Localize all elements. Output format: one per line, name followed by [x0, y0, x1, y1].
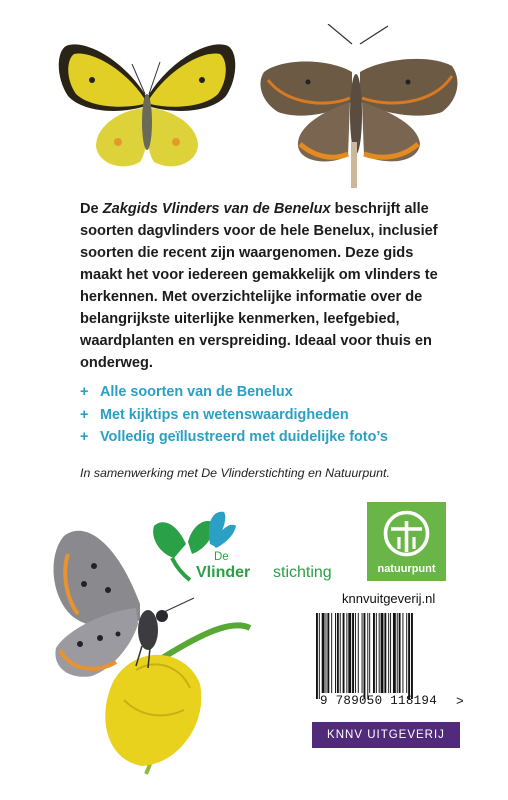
barcode-bar	[402, 613, 403, 693]
feature-text: Volledig geïllustreerd met duidelijke foto’s	[100, 429, 388, 445]
description	[80, 198, 440, 374]
barcode-bar	[340, 613, 341, 693]
publisher-url: knnvuitgeverij.nl	[342, 591, 436, 606]
barcode-bar	[369, 613, 370, 693]
barcode-bar	[319, 613, 320, 699]
barcode-bar	[327, 613, 329, 693]
description-text: beschrijft alle soorten dagvlinders voor de hele Benelux, inclusief soorten die recent zijn waargenomen. Deze gids maakt het voor iedereen gemakkelijk om vlinders te herkennen. Met overzichtelijke informatie over de belangrijkste uiterlijke kenmerken, leefgebied, waardplanten en verspreiding. Ideaal voor thuis en onderweg.	[80, 201, 438, 371]
feature-item	[80, 426, 460, 449]
isbn-number: 9 789050 118194	[320, 694, 438, 708]
barcode-bar	[355, 613, 356, 693]
feature-text: Met kijktips en wetenswaardigheden	[100, 406, 349, 423]
barcode-bar	[364, 613, 366, 699]
barcode-bar	[358, 613, 359, 693]
publisher-badge: KNNV UITGEVERIJ	[312, 722, 460, 748]
barcode-bar	[411, 613, 413, 699]
natuurpunt-icon	[382, 509, 431, 558]
barcode-bar	[384, 613, 386, 693]
feature-item	[80, 404, 460, 427]
barcode-bar	[322, 613, 325, 693]
brown-butterfly-image	[256, 24, 464, 190]
natuurpunt-text: natuurpunt	[377, 563, 436, 575]
barcode-bar	[326, 613, 327, 693]
feature-text: Alle soorten van de Benelux	[100, 384, 293, 400]
yellow-butterfly-image	[54, 38, 240, 178]
feature-item	[80, 381, 460, 404]
barcode-bar	[331, 613, 332, 693]
barcode-bar	[376, 613, 377, 693]
barcode-bar	[406, 613, 407, 693]
barcode-bar	[393, 613, 396, 693]
logo-de-text: De	[214, 551, 229, 563]
plus-icon: +	[80, 384, 89, 400]
barcode-bar	[367, 613, 368, 699]
plus-icon: +	[80, 406, 89, 423]
barcode-bar	[388, 613, 389, 693]
natuurpunt-logo	[367, 502, 446, 581]
feature-list	[80, 381, 460, 449]
barcode-bar	[337, 613, 339, 693]
vlinderstichting-logo	[152, 504, 356, 582]
description-prefix: De	[80, 201, 103, 217]
logo-stichting-text: stichting	[273, 564, 332, 581]
barcode-bar	[373, 613, 375, 693]
book-title: Zakgids Vlinders van de Benelux	[102, 201, 331, 217]
barcode-bar	[352, 613, 354, 693]
plus-icon: +	[80, 429, 89, 445]
barcode-bar	[381, 613, 384, 693]
barcode-bar	[399, 613, 401, 693]
barcode-bar	[362, 613, 363, 693]
barcode-bar	[346, 613, 347, 693]
barcode-bar	[343, 613, 345, 693]
barcode-bar	[335, 613, 336, 693]
barcode-bar	[390, 613, 391, 693]
collaboration-note: In samenwerking met De Vlinderstichting en Natuurpunt.	[80, 466, 390, 480]
logo-vlinder-text: Vlinder	[196, 564, 251, 581]
barcode-bar	[316, 613, 318, 699]
barcode-bar	[397, 613, 398, 693]
barcode-bar	[379, 613, 380, 693]
barcode-bar	[408, 613, 410, 699]
barcode-bar	[348, 613, 351, 693]
isbn-quiet-zone-marker: >	[456, 694, 464, 709]
